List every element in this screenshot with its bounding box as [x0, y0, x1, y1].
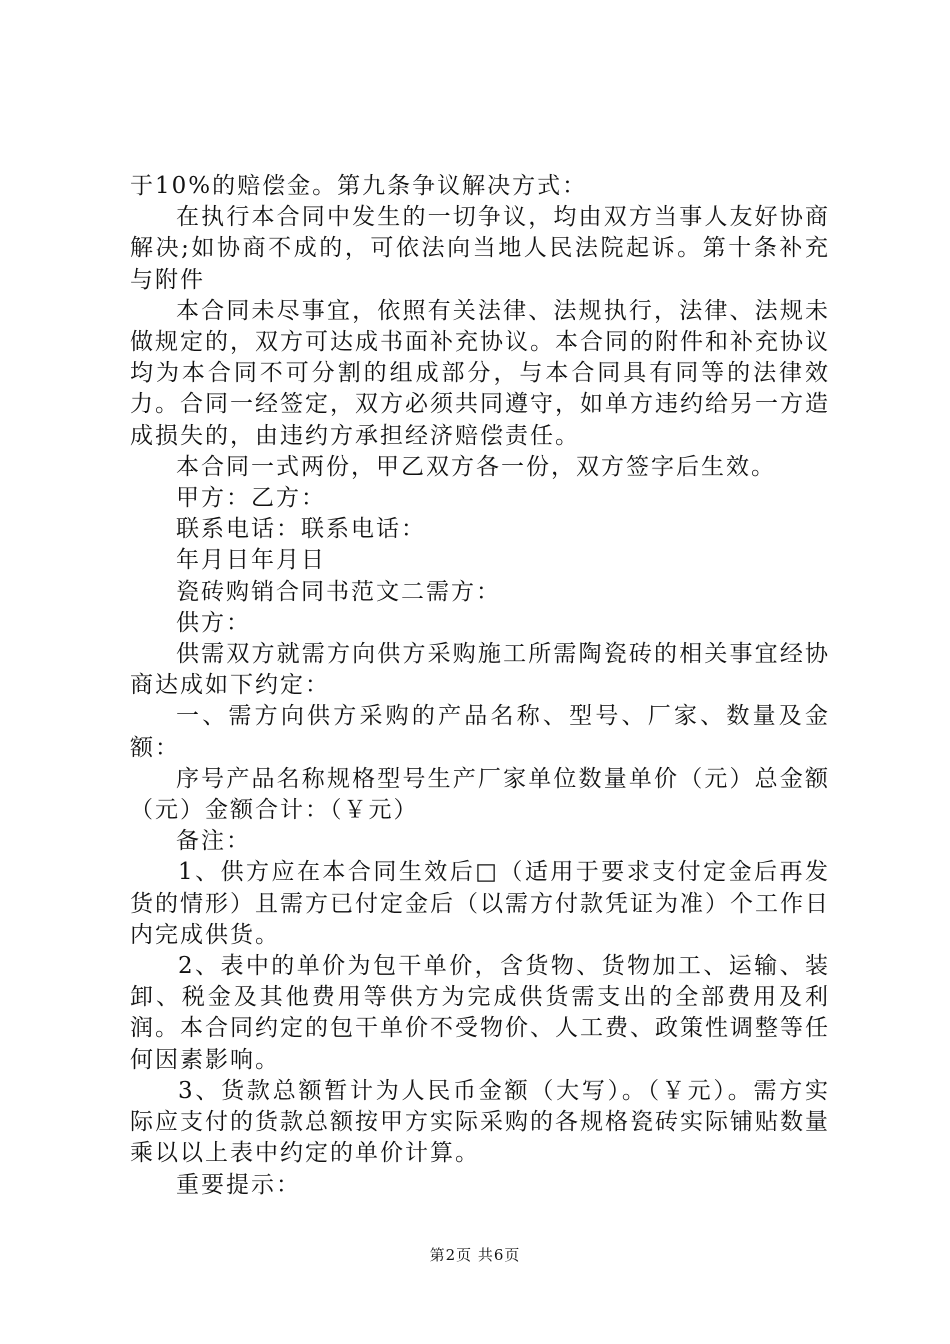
page-number-footer: 第2页 共6页 — [429, 1246, 521, 1264]
paragraph-note-2: 2、表中的单价为包干单价，含货物、货物加工、运输、装卸、税金及其他费用等供方为完成供货需支出的全部费用及利润。本合同约定的包干单价不受物价、人工费、政策性调整等任何因素影响。 — [130, 953, 830, 1073]
paragraph-supplementary: 本合同未尽事宜，依照有关法律、法规执行，法律、法规未做规定的，双方可达成书面补充协议。本合同的附件和补充协议均为本合同不可分割的组成部分，与本合同具有同等的法律效力。合同一经签定，双方必须共同遵守，如单方违约给另一方造成损失的，由违约方承担经济赔偿责任。 — [130, 297, 830, 449]
paragraph-contract-two-title: 瓷砖购销合同书范文二需方： — [176, 578, 501, 605]
paragraph-note-3: 3、货款总额暂计为人民币金额（大写）。（￥元）。需方实际应支付的货款总额按甲方实际采购的各规格瓷砖实际铺贴数量乘以以上表中约定的单价计算。 — [130, 1077, 830, 1167]
paragraph-date: 年月日年月日 — [176, 547, 326, 574]
paragraph-section-one: 一、需方向供方采购的产品名称、型号、厂家、数量及金额： — [130, 703, 830, 761]
paragraph-continuation: 于10%的赔偿金。第九条争议解决方式： — [130, 173, 588, 199]
paragraph-supplier: 供方： — [176, 609, 251, 636]
paragraph-parties: 甲方：乙方： — [176, 485, 326, 512]
paragraph-notes-label: 备注： — [176, 828, 251, 855]
paragraph-table-header: 序号产品名称规格型号生产厂家单位数量单价（元）总金额（元）金额合计：（￥元） — [130, 765, 830, 824]
paragraph-agreement-intro: 供需双方就需方向供方采购施工所需陶瓷砖的相关事宜经协商达成如下约定： — [130, 641, 830, 699]
paragraph-important-notice: 重要提示： — [176, 1171, 301, 1198]
paragraph-copies: 本合同一式两份，甲乙双方各一份，双方签字后生效。 — [176, 453, 776, 480]
paragraph-phone: 联系电话：联系电话： — [176, 516, 426, 543]
document-body — [130, 171, 830, 1201]
paragraph-dispute-resolution: 在执行本合同中发生的一切争议，均由双方当事人友好协商解决;如协商不成的，可依法向当地人民法院起诉。第十条补充与附件 — [130, 204, 830, 293]
paragraph-note-1: 1、供方应在本合同生效后□（适用于要求支付定金后再发货的情形）且需方已付定金后（以需方付款凭证为准）个工作日内完成供货。 — [130, 859, 830, 948]
